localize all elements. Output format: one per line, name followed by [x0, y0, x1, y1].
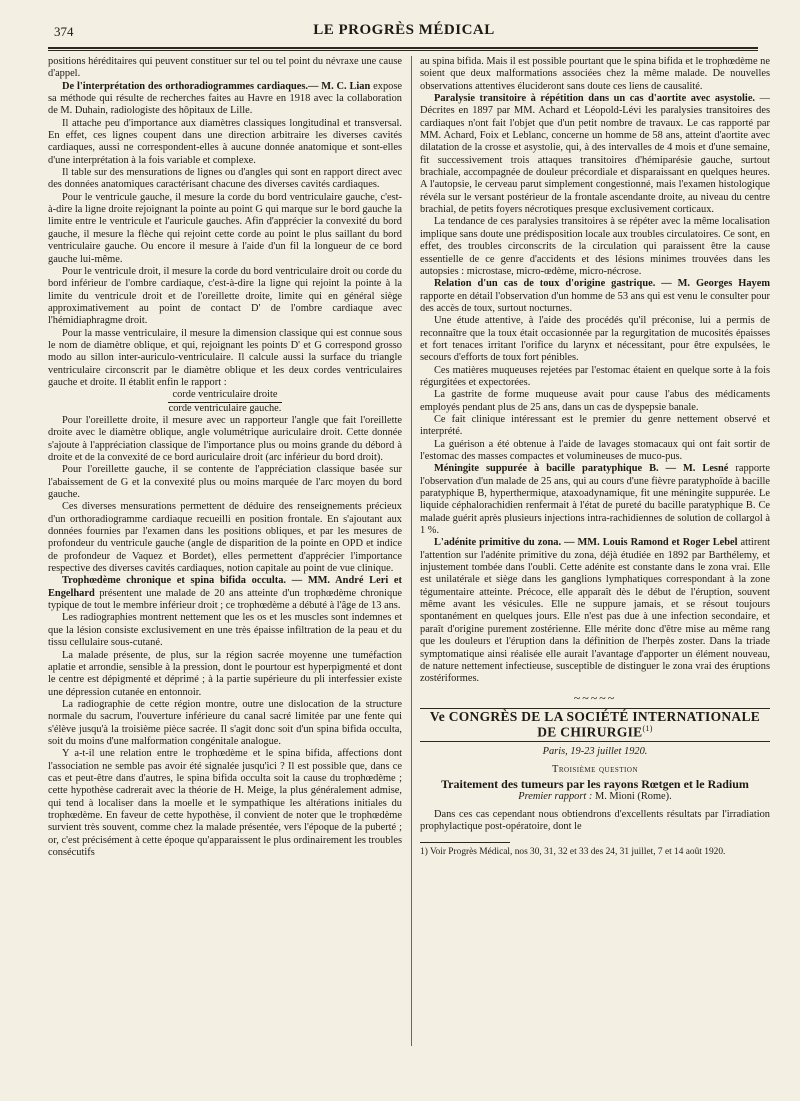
paragraph: Pour la masse ventriculaire, il mesure la dimension classique qui est connue sous le nom de diamètre oblique, et qui, rejoignant les points D' et G correspond grosso modo au sillon inter-auriculo-ventriculaire. Il calcule aussi la surface du triangle ventriculaire circonscrit par le diamètre oblique et les deux cordes ventriculaires gauche et droite. Il établit enfin le rapport :: [48, 327, 402, 388]
column-divider: [411, 56, 412, 1046]
paragraph: Ces matières muqueuses rejetées par l'estomac étaient en quelque sorte à la fois régurgitées et expectorées.: [420, 364, 770, 388]
header-rule: [48, 47, 758, 51]
paragraph: positions héréditaires qui peuvent constituer sur tel ou tel point du névraxe une cause d'appel.: [48, 56, 402, 80]
paragraph: Y a-t-il une relation entre le trophœdème et le spina bifida, affections dont l'association ne semble pas avoir été signalée jusqu'ici ? Il est possible que, dans ce cas et peut-être dans d'autres, le spina bifida occulta soit la cause du trophœdème ; cette hypothèse cadrerait avec la théorie de H. Meige, la plus généralement admise, qui tend à localiser dans la moelle et le sympathique les altérations initiales du trophœdème. En faveur de cette hypothèse, il convient de noter que le trophœdème survient très souvent, comme chez la malade présentée, vers l'époque de la puberté ; or, c'est précisément à cette époque qu'apparaissent le plus ordinairement les troubles consécutifs: [48, 748, 402, 858]
paragraph: Pour le ventricule droit, il mesure la corde du bord ventriculaire droit ou corde du bord inférieur de l'ombre cardiaque, c'est-à-dire la ligne qui rejoint la pointe à la limite du ventricule droit et de l'oreillette droite, limite qui en général siège approximativement au point de contact D' de l'ombre cardiaque avec l'hémidiaphragme droit.: [48, 265, 402, 327]
congress-title: [420, 708, 770, 742]
section-text: rapporte en détail l'observation d'un homme de 53 ans qui est venu le consulter pour des accès de toux, surtout nocturnes.: [420, 290, 770, 314]
page-number: 374: [54, 24, 74, 39]
section-text: attirent l'attention sur l'adénite primitive du zona, déjà étudiée en 1892 par Barthélemy, et injustement tombée dans l'oubli. Cette adénite est constante dans le zona vrai. Elle est unilatérale et siège dans les ganglions lymphatiques correspondant à la zone tégumentaire atteinte. Précoce, elle apparaît dès le début de l'éruption, souvent même avant les vésicules. Elle ne suppure jamais, et se résout toujours spontanément en quelques jours. Elle n'est pas due à une infection secondaire, et paraît d'origine purement zostérienne. Elle mérite donc d'être mise au même rang que les douleurs et l'éruption dans la définition de l'herpès zoster. Dans la triade symptomatique ainsi réalisée elle aurait l'avantage d'apporter un élément nouveau, de nature nettement infectieuse, susceptible de distinguer le zona vrai des éruptions zostériformes.: [420, 537, 770, 685]
right-column: [420, 56, 770, 1096]
paragraph: Pour l'oreillette droite, il mesure avec un rapporteur l'angle que fait l'oreillette droite avec le diamètre oblique, angle volumétrique auriculaire droit. Cette donnée s'ajoute à l'appréciation classique de l'importance plus ou moins grande du débord à droite et de la convexité de ce bord auriculaire droit (arc inférieur du bord droit).: [48, 414, 402, 463]
congress-title-text: Ve CONGRÈS DE LA SOCIÉTÉ INTERNATIONALE DE CHIRURGIE: [429, 708, 761, 740]
rapporteur-name: M. Mioni (Rome).: [594, 790, 672, 802]
fraction-denominator: corde ventriculaire gauche.: [168, 402, 282, 414]
section-text: expose sa méthode qui résulte de recherches faites au Havre en 1918 avec la collaboration de M. Duhain, radiologiste des hôpitaux de Lille.: [48, 80, 402, 117]
paragraph: Il attache peu d'importance aux diamètres classiques longitudinal et transversal. En effet, ces lignes coupent dans une direction arbitraire les diverses cavités cardiaques, aussi ne correspondent-elles à aucune donnée anatomique et sont-elles d'une interprétation à la fois variable et complexe.: [48, 117, 402, 166]
section-text: — Décrites en 1897 par MM. Achard et Léopold-Lévi les paralysies transitoires des cardiaques n'ont fait l'objet que d'un petit nombre de travaux. Le cas rapporté par MM. Achard, Foix et Leblanc, concerne un homme de 58 ans, atteint d'aortite avec dilatation de la crosse et asystolie, qui, à des intervalles de 4 mois et d'une semaine, fit successivement trois attaques transitoires d'hémiparésie gauche, surtout brachiale, accompagnée de douleur précordiale et disparaissant en quelques heures. A l'autopsie, le cerveau parut simplement congestionné, mais l'examen histologique révéla sur le versant postérieur de la frontale ascendante droite, au niveau du centre brachial, de petits foyers nécrotiques presque exclusivement corticaux.: [420, 93, 770, 216]
paragraph: La radiographie de cette région montre, outre une dislocation de la structure normale du sacrum, l'ouverture inférieure du canal sacré limitée par une fente qui s'élève jusqu'à la troisième pièce sacrée. Il s'agit donc soit d'un spina bifida occulta, soit du moins d'une malformation congénitale analogue.: [48, 698, 402, 747]
paragraph: La guérison a été obtenue à l'aide de lavages stomacaux qui ont fait sortir de l'estomac des masses compactes et volumineuses de muco-pus.: [420, 438, 770, 462]
page-header: [54, 20, 754, 44]
paragraph: Une étude attentive, à l'aide des procédés qu'il préconise, lui a permis de reconnaître que la toux était occasionnée par la regurgitation de mucosités épaisses et fort tenaces irritant l'orifice du larynx et nécessitant, pour être expulsées, le secours d'efforts de toux fort pénibles.: [420, 315, 770, 364]
footnote: 1) Voir Progrès Médical, nos 30, 31, 32 et 33 des 24, 31 juillet, 7 et 14 août 1920.: [420, 846, 726, 857]
section-paralysie: [420, 93, 770, 216]
section-heading: De l'interprétation des orthoradiogrammes cardiaques.— M. C. Lian: [62, 80, 371, 92]
paragraph: La malade présente, de plus, sur la région sacrée moyenne une tuméfaction aplatie et arrondie, sensible à la pression, dont le pourtour est hyperpigmenté et dont le centre est dépigmenté et déprimé ; à la partie supérieure du pli interfessier existe une dépression cutanée en entonnoir.: [48, 649, 402, 698]
fraction-numerator: corde ventriculaire droite: [168, 389, 281, 402]
paragraph: La tendance de ces paralysies transitoires à se répéter avec la même localisation implique sans doute une prédisposition locale aux troubles circulatoires. Ce sont, en effet, des troubles circonscrits de la circulation qui paraissent être la cause essentielle de ce genre d'accidents et des lésions minimes trouvées dans les autopsies : microstase, micro-œdème, micro-nécrose.: [420, 216, 770, 277]
left-column: [48, 56, 402, 1096]
topic-title: Traitement des tumeurs par les rayons Rœtgen et le Radium: [441, 776, 749, 791]
paragraph: La gastrite de forme muqueuse avait pour cause l'abus des médicaments employés pendant plus de 25 ans, dans un cas de dyspepsie banale.: [420, 389, 770, 413]
congress-place: Paris, 19-23 juillet 1920.: [542, 746, 648, 758]
question-label: Troisième question: [552, 764, 638, 776]
section-adenite: [420, 537, 770, 685]
paragraph: au spina bifida. Mais il est possible pourtant que le spina bifida et le trophœdème ne soient que deux malformations associées chez la même malade. De nouvelles observations attentives élucideront sans doute ces liens de causalité.: [420, 56, 770, 92]
section-heading: Méningite suppurée à bacille paratyphique B. — M. Lesné: [434, 463, 729, 475]
section-heading: Relation d'un cas de toux d'origine gastrique. — M. Georges Hayem: [434, 278, 770, 290]
section-toux: [420, 278, 770, 315]
section-text: rapporte l'observation d'un malade de 25 ans, qui au cours d'une fièvre paratyphoïde à bacille paratyphique B, hyperthermique, ataxoadynamique, fit une méningite suppurée. Le liquide céphalorachidien renfermait à l'état de pureté du bacille paratyphique B. Ce malade guérit après plusieurs injections intra-rachidiennes de solution de collargol à 1 %.: [420, 463, 770, 537]
paragraph: Les radiographies montrent nettement que les os et les muscles sont indemnes et que la lésion consiste exclusivement en une très épaisse infiltration de la peau et du tissu cellulaire sous-cutané.: [48, 612, 402, 649]
journal-title: LE PROGRÈS MÉDICAL: [313, 22, 495, 38]
paragraph: Ce fait clinique intéressant est le premier du genre nettement observé et interprété.: [420, 413, 770, 438]
footnote-rule: [420, 842, 510, 843]
footnote-marker: (1): [642, 724, 653, 734]
paragraph: Il table sur des mensurations de lignes ou d'angles qui sont en rapport direct avec des données anatomiques caractérisant chacune des diverses cavités cardiaques.: [48, 167, 402, 191]
rapporteur-label: Premier rapport :: [518, 790, 593, 802]
section-heading: Trophœdème chronique et spina bifida occulta. — MM. André Leri et Engelhard: [48, 575, 402, 599]
rapporteur-line: [420, 791, 770, 803]
paragraph: Pour le ventricule gauche, il mesure la corde du bord ventriculaire gauche, c'est-à-dire la ligne droite rejoignant la pointe au point G qui marque sur le bord gauche la limite entre le ventricule et l'auricule gauches. Afin d'apprécier la convexité du bord gauche, il mesure la flèche qui rejoint cette corde au point le plus saillant du bord ventriculaire gauche. Ou encore il mesure à l'aide d'un fil la longueur de ce bord gauche lui-même.: [48, 191, 402, 265]
section-trophoedeme: [48, 575, 402, 612]
paragraph: Pour l'oreillette gauche, il se contente de l'appréciation classique basée sur l'abaissement de G et la convexité plus ou moins marquée de l'arc moyen du bord gauche.: [48, 464, 402, 501]
section-heading: L'adénite primitive du zona. — MM. Louis Ramond et Roger Lebel: [434, 537, 738, 549]
section-orthoradiogrammes: [48, 81, 402, 118]
paragraph: Ces diverses mensurations permettent de déduire des renseignements précieux d'un orthoradiogramme cardiaque recueilli en position frontale. En s'ajoutant aux données fournies par l'examen dans les positions obliques, et par les mesures de profondeur du ventricule gauche (angle de disparition de la pointe en OPD et indice de profondeur de Vaquez et Bordet), elles permettent d'apprécier l'importance respective des diverses cavités cardiaques, notion capitale au point de vue clinique.: [48, 501, 402, 575]
section-heading: Paralysie transitoire à répétition dans un cas d'aortite avec asystolie.: [434, 93, 756, 105]
section-meningite: [420, 463, 770, 537]
paragraph: Dans ces cas cependant nous obtiendrons d'excellents résultats par l'irradiation prophylactique post-opératoire, dont le: [420, 809, 770, 833]
section-text: présentent une malade de 20 ans atteinte d'un trophœdème chronique typique de tout le membre inférieur droit ; ce trophœdème a débuté à l'âge de 13 ans.: [48, 587, 402, 612]
ornament: ~~~~~: [573, 690, 617, 705]
ratio-fraction: [48, 389, 402, 415]
